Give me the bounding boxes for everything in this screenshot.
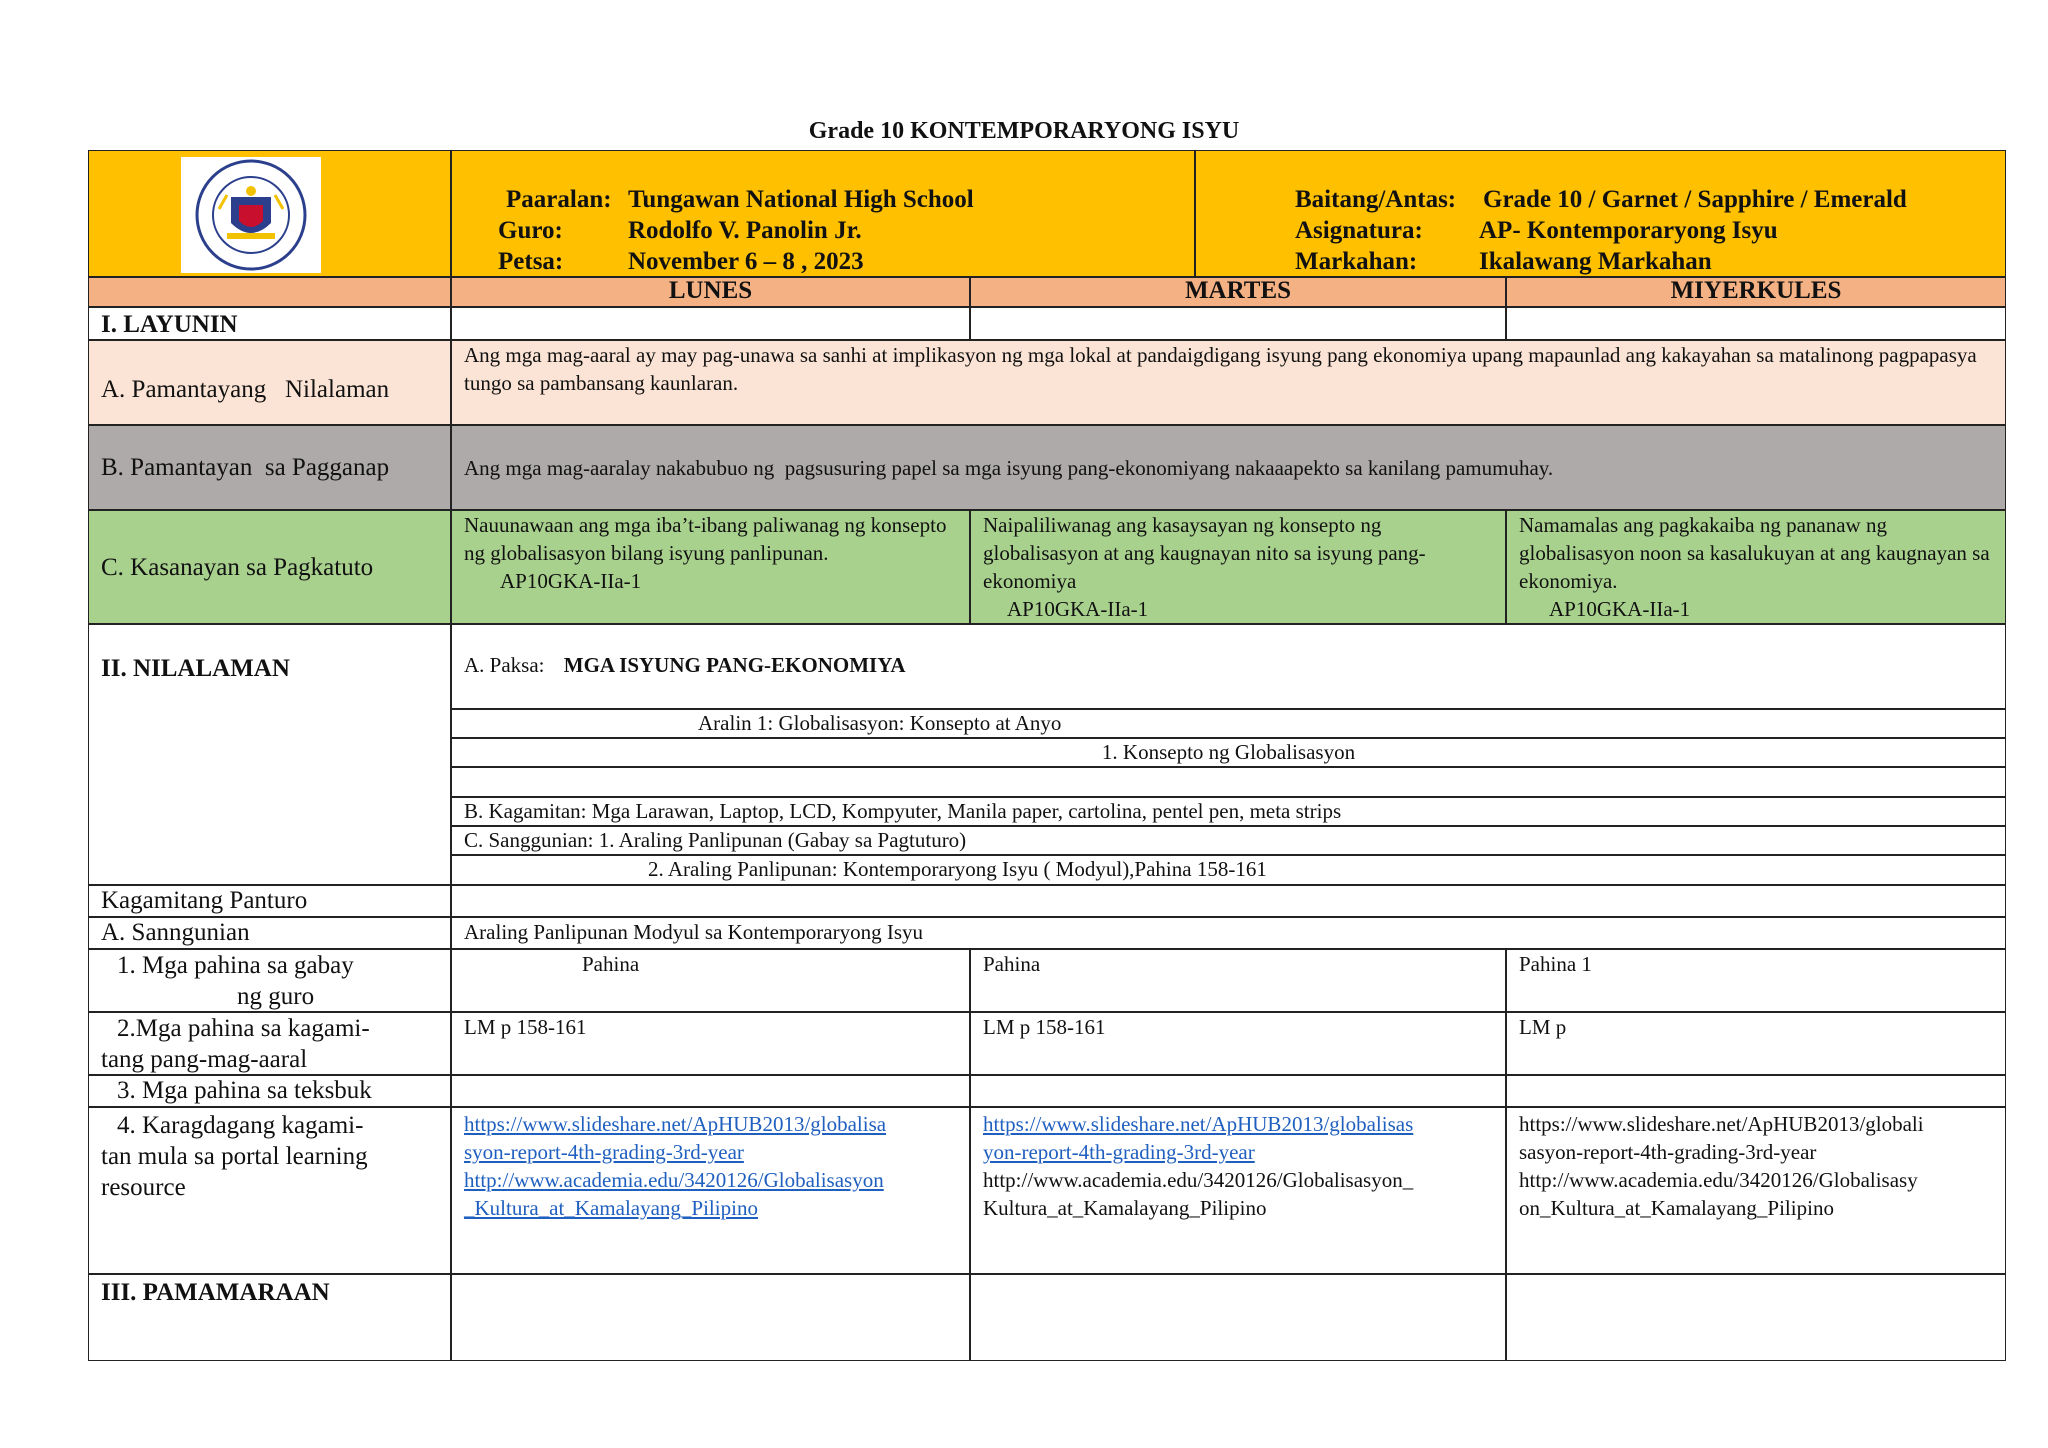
kagamitan-text: B. Kagamitan: Mga Larawan, Laptop, LCD, Kompyuter, Manila paper, cartolina, pentel pen, meta strips <box>464 799 1342 823</box>
paksa-label: A. Paksa: <box>464 653 545 677</box>
pamamaraan-martes <box>970 1274 1506 1361</box>
karagdagang-label-l2: tan mula sa portal learning <box>101 1143 368 1170</box>
pahina-teksbuk-lunes <box>451 1075 970 1107</box>
kasanayan-miyerkules <box>1506 510 2006 624</box>
pahina-kagamitan-label-l2: tang pang-mag-aaral <box>101 1046 308 1073</box>
karagdagang-martes <box>970 1107 1506 1274</box>
baitang-label: Baitang/Antas: <box>1295 186 1457 213</box>
karagdagang-miyerkules <box>1506 1107 2006 1274</box>
subject-info-cell <box>1195 150 2006 277</box>
sanggunian-1-text: C. Sanggunian: 1. Araling Panlipunan (Gabay sa Pagtuturo) <box>464 828 967 852</box>
layunin-heading: I. LAYUNIN <box>88 307 451 340</box>
day-martes: MARTES <box>970 277 1506 307</box>
pamantayan-pagganap-text-content: Ang mga mag-aaralay nakabubuo ng pagsusuring papel sa mga isyung pang-ekonomiyang nakaaapekto sa kanilang pamumuhay. <box>464 455 1554 480</box>
slideshare-link-martes-l2[interactable]: yon-report-4th-grading-3rd-year <box>983 1140 1255 1164</box>
nilalaman-heading-text: II. NILALAMAN <box>101 655 290 682</box>
guro-value: Rodolfo V. Panolin Jr. <box>628 217 862 244</box>
markahan-label: Markahan: <box>1295 248 1418 275</box>
academia-link-lunes-l1[interactable]: http://www.academia.edu/3420126/Globalisasyon <box>464 1168 884 1192</box>
academia-text-martes-l2: Kultura_at_Kamalayang_Pilipino <box>983 1196 1267 1220</box>
pahina-gabay-martes-text: Pahina <box>983 952 1041 976</box>
guro-label: Guro: <box>498 217 563 244</box>
slideshare-link-martes-l1[interactable]: https://www.slideshare.net/ApHUB2013/globalisas <box>983 1112 1414 1136</box>
pahina-gabay-label-l2: ng guro <box>237 983 315 1010</box>
kasanayan-martes <box>970 510 1506 624</box>
kasanayan-martes-code: AP10GKA-IIa-1 <box>1007 597 1149 621</box>
pamamaraan-heading <box>88 1274 451 1361</box>
kasanayan-miyerkules-text: Namamalas ang pagkakaiba ng pananaw ng globalisasyon noon sa kasalukuyan at ang kaugnayan sa ekonomiya. <box>1519 513 1990 593</box>
pahina-gabay-miyerkules-text: Pahina 1 <box>1519 952 1592 976</box>
slideshare-link-lunes-l2[interactable]: syon-report-4th-grading-3rd-year <box>464 1140 744 1164</box>
baitang-value: Grade 10 / Garnet / Sapphire / Emerald <box>1483 186 1907 213</box>
kasanayan-miyerkules-code: AP10GKA-IIa-1 <box>1549 597 1691 621</box>
day-lunes: LUNES <box>451 277 970 307</box>
karagdagang-kagamitan-label <box>88 1107 451 1274</box>
pahina-kagamitan-label <box>88 1012 451 1075</box>
kasanayan-lunes <box>451 510 970 624</box>
karagdagang-label-l3: resource <box>101 1174 186 1201</box>
pahina-kagamitan-martes-text: LM p 158-161 <box>983 1015 1106 1039</box>
sanggunian-2-text: 2. Araling Panlipunan: Kontemporaryong Isyu ( Modyul),Pahina 158-161 <box>648 857 1267 881</box>
paaralan-label: Paaralan: <box>506 186 612 213</box>
karagdagang-lunes <box>451 1107 970 1274</box>
karagdagang-label-l1: 4. Karagdagang kagami- <box>117 1112 364 1139</box>
academia-link-lunes-l2[interactable]: _Kultura_at_Kamalayang_Pilipino <box>464 1196 758 1220</box>
paksa-cell <box>451 624 2006 709</box>
sanngunian-label-text: A. Sanngunian <box>101 919 250 946</box>
kagamitan-cell <box>451 797 2006 826</box>
logo-cell <box>88 150 451 277</box>
kasanayan-martes-text: Naipaliliwanag ang kasaysayan ng konsepto ng globalisasyon at ang kaugnayan nito sa isyung pang-ekonomiya <box>983 513 1426 593</box>
petsa-label: Petsa: <box>498 248 564 275</box>
pamantayan-pagganap-content <box>451 425 2006 510</box>
pahina-kagamitan-miyerkules <box>1506 1012 2006 1075</box>
pamamaraan-heading-text: III. PAMAMARAAN <box>101 1279 330 1306</box>
pahina-gabay-lunes-text: Pahina <box>582 952 640 976</box>
pahina-kagamitan-martes <box>970 1012 1506 1075</box>
slideshare-text-miyerkules-l2: sasyon-report-4th-grading-3rd-year <box>1519 1140 1817 1164</box>
school-info-cell <box>451 150 1195 277</box>
sanggunian-2-cell <box>451 855 2006 885</box>
layunin-miyerkules <box>1506 307 2006 340</box>
pamantayan-pagganap-text: B. Pamantayan sa Pagganap <box>101 454 390 481</box>
kagamitang-panturo-content <box>451 885 2006 917</box>
kasanayan-label <box>88 510 451 624</box>
konsepto-text: 1. Konsepto ng Globalisasyon <box>1101 740 1356 764</box>
paaralan-value: Tungawan National High School <box>628 186 974 213</box>
pamantayang-nilalaman-label <box>88 340 451 425</box>
pamamaraan-lunes <box>451 1274 970 1361</box>
kasanayan-lunes-text: Nauunawaan ang mga iba’t-ibang paliwanag ng konsepto ng globalisasyon bilang isyung panlipunan. <box>464 513 947 565</box>
layunin-martes <box>970 307 1506 340</box>
pamantayan-pagganap-label <box>88 425 451 510</box>
pahina-gabay-martes <box>970 949 1506 1012</box>
pahina-kagamitan-miyerkules-text: LM p <box>1519 1015 1567 1039</box>
pamamaraan-miyerkules <box>1506 1274 2006 1361</box>
kagamitang-panturo-text: Kagamitang Panturo <box>101 887 308 914</box>
kasanayan-label-text: C. Kasanayan sa Pagkatuto <box>101 553 374 581</box>
pahina-teksbuk-label <box>88 1075 451 1107</box>
pahina-kagamitan-label-l1: 2.Mga pahina sa kagami- <box>117 1015 370 1042</box>
sanngunian-content <box>451 917 2006 949</box>
sanngunian-content-text: Araling Panlipunan Modyul sa Kontemporaryong Isyu <box>464 920 924 944</box>
pahina-teksbuk-miyerkules <box>1506 1075 2006 1107</box>
academia-text-miyerkules-l1: http://www.academia.edu/3420126/Globalisasy <box>1519 1168 1918 1192</box>
pahina-gabay-lunes <box>451 949 970 1012</box>
day-miyerkules: MIYERKULES <box>1506 277 2006 307</box>
pamantayang-nilalaman-content: Ang mga mag-aaral ay may pag-unawa sa sanhi at implikasyon ng mga lokal at pandaigdigang isyung pang ekonomiya upang mapaunlad ang kakayahan sa matalinong pagpapasya tungo sa pambansang kaunlaran. <box>451 340 2006 425</box>
aralin-cell <box>451 709 2006 738</box>
nilalaman-heading <box>88 624 451 885</box>
pahina-gabay-miyerkules <box>1506 949 2006 1012</box>
pahina-teksbuk-martes <box>970 1075 1506 1107</box>
deped-seal-logo <box>181 157 321 273</box>
slideshare-link-lunes-l1[interactable]: https://www.slideshare.net/ApHUB2013/globalisa <box>464 1112 887 1136</box>
nilalaman-blank-cell <box>451 767 2006 797</box>
sanggunian-1-cell <box>451 826 2006 855</box>
konsepto-cell <box>451 738 2006 767</box>
paksa-value: MGA ISYUNG PANG-EKONOMIYA <box>563 653 906 677</box>
pahina-kagamitan-lunes <box>451 1012 970 1075</box>
pamantayang-nilalaman-text: A. Pamantayang Nilalaman <box>101 376 390 403</box>
asignatura-label: Asignatura: <box>1295 217 1423 244</box>
sanngunian-label <box>88 917 451 949</box>
aralin-text: Aralin 1: Globalisasyon: Konsepto at Anyo <box>698 711 1062 735</box>
kagamitang-panturo-label <box>88 885 451 917</box>
kasanayan-lunes-code: AP10GKA-IIa-1 <box>500 569 642 593</box>
days-corner-cell <box>88 277 451 307</box>
pahina-kagamitan-lunes-text: LM p 158-161 <box>464 1015 587 1039</box>
markahan-value: Ikalawang Markahan <box>1479 248 1712 275</box>
academia-text-martes-l1: http://www.academia.edu/3420126/Globalisasyon_ <box>983 1168 1414 1192</box>
layunin-lunes <box>451 307 970 340</box>
pahina-gabay-label-l1: 1. Mga pahina sa gabay <box>117 952 354 979</box>
pahina-teksbuk-label-text: 3. Mga pahina sa teksbuk <box>117 1077 372 1104</box>
document-title: Grade 10 KONTEMPORARYONG ISYU <box>808 118 1240 144</box>
pahina-gabay-label <box>88 949 451 1012</box>
slideshare-text-miyerkules-l1: https://www.slideshare.net/ApHUB2013/globali <box>1519 1112 1924 1136</box>
academia-text-miyerkules-l2: on_Kultura_at_Kamalayang_Pilipino <box>1519 1196 1834 1220</box>
asignatura-value: AP- Kontemporaryong Isyu <box>1479 217 1778 244</box>
petsa-value: November 6 – 8 , 2023 <box>628 248 864 275</box>
